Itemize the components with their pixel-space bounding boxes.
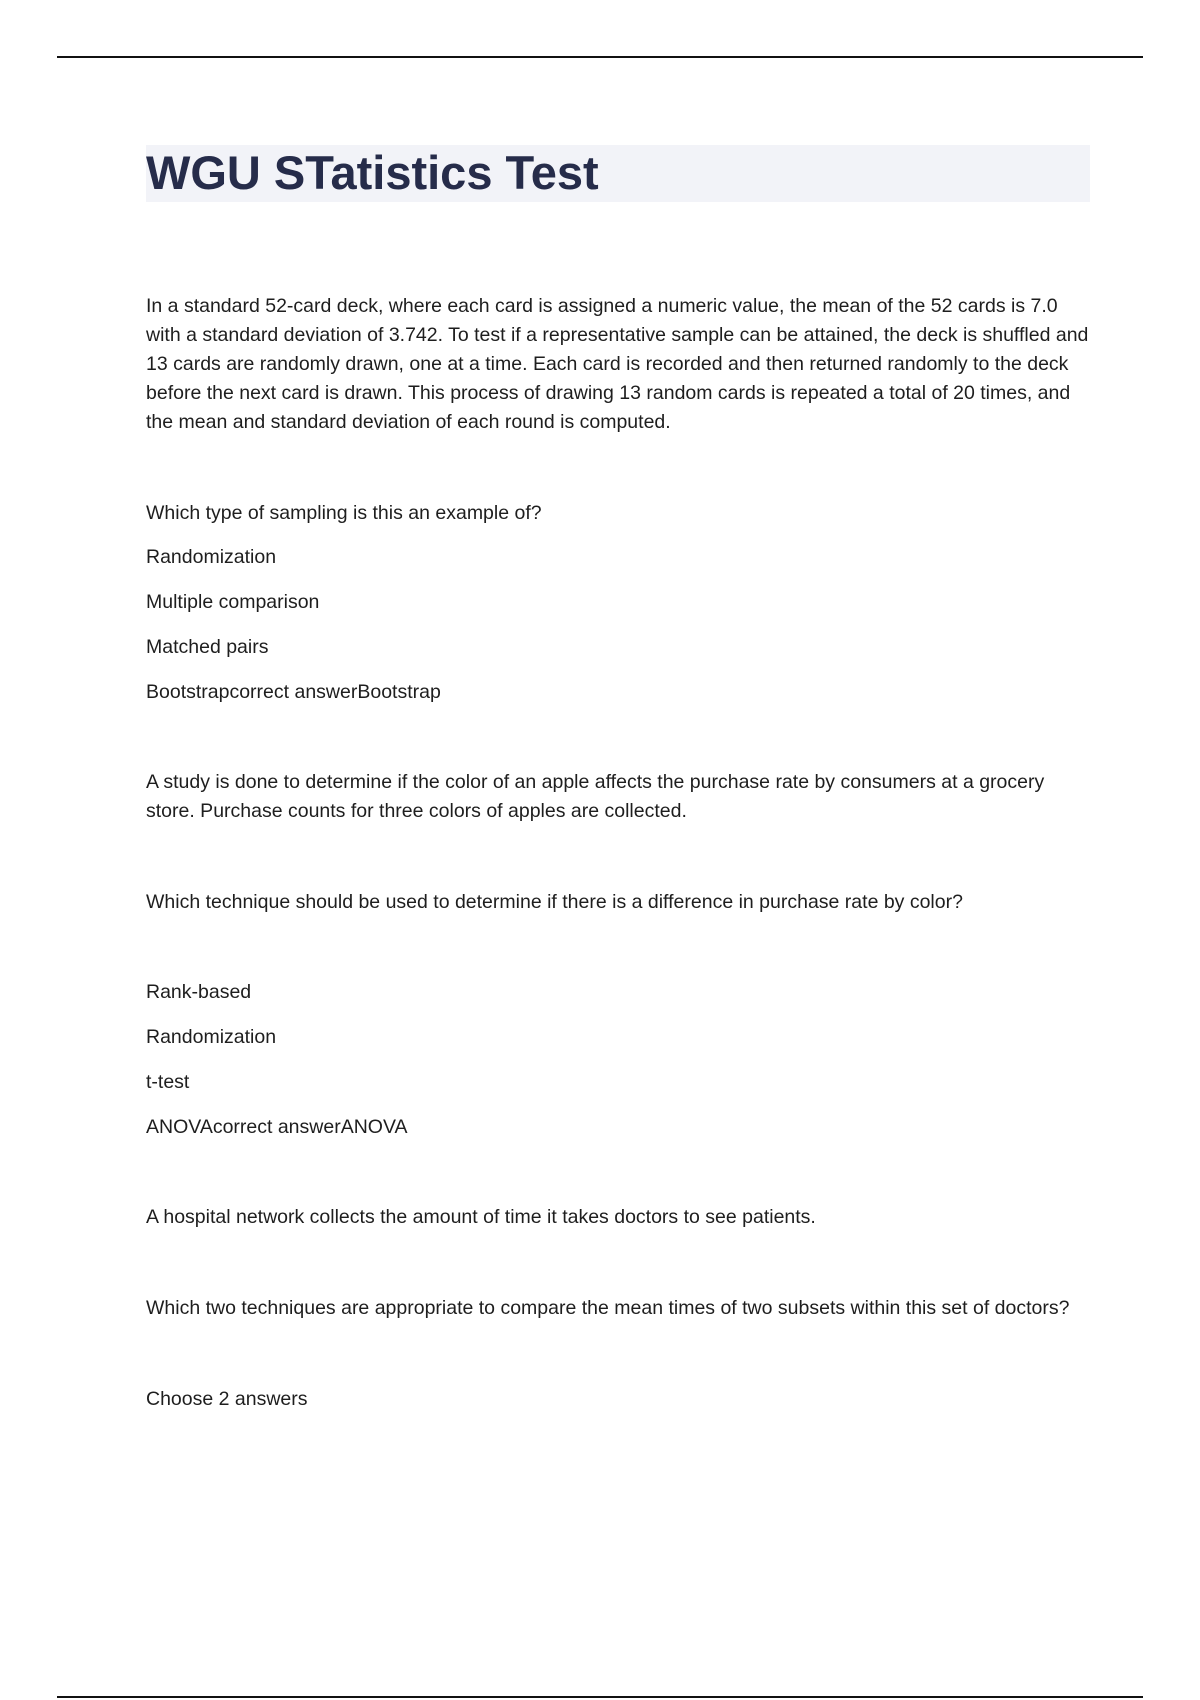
- q1-option-3: Matched pairs: [146, 636, 269, 658]
- top-rule: [57, 56, 1143, 58]
- q3-instruction: Choose 2 answers: [146, 1388, 308, 1410]
- document-body: [146, 292, 1096, 1414]
- q2-question: Which technique should be used to determine if there is a difference in purchase rate by color?: [146, 891, 963, 913]
- q1-option-1: Randomization: [146, 546, 277, 568]
- bottom-rule: [57, 1696, 1143, 1698]
- page-title: WGU STatistics Test: [146, 146, 599, 199]
- q3-question: Which two techniques are appropriate to compare the mean times of two subsets within this set of doctors?: [146, 1297, 1070, 1319]
- q1-question: Which type of sampling is this an example of?: [146, 502, 542, 524]
- q2-option-2: Randomization: [146, 1026, 277, 1048]
- q2-option-1: Rank-based: [146, 981, 252, 1003]
- q2-option-4: ANOVAcorrect answerANOVA: [146, 1116, 408, 1138]
- q1-option-2: Multiple comparison: [146, 591, 320, 613]
- q2-option-3: t-test: [146, 1071, 190, 1093]
- q2-scenario: A study is done to determine if the color of an apple affects the purchase rate by consumers at a grocery store. Purchase counts for three colors of apples are collected.: [146, 771, 1045, 822]
- q1-option-4: Bootstrapcorrect answerBootstrap: [146, 681, 441, 703]
- q1-scenario: In a standard 52-card deck, where each card is assigned a numeric value, the mean of the 52 cards is 7.0 with a standard deviation of 3.742. To test if a representative sample can be attained, the deck is shuffled and 13 cards are randomly drawn, one at a time. Each card is recorded and then returned randomly to the deck before the next card is drawn. This process of drawing 13 random cards is repeated a total of 20 times, and the mean and standard deviation of each round is computed.: [146, 295, 1089, 433]
- q3-scenario: A hospital network collects the amount of time it takes doctors to see patients.: [146, 1206, 816, 1228]
